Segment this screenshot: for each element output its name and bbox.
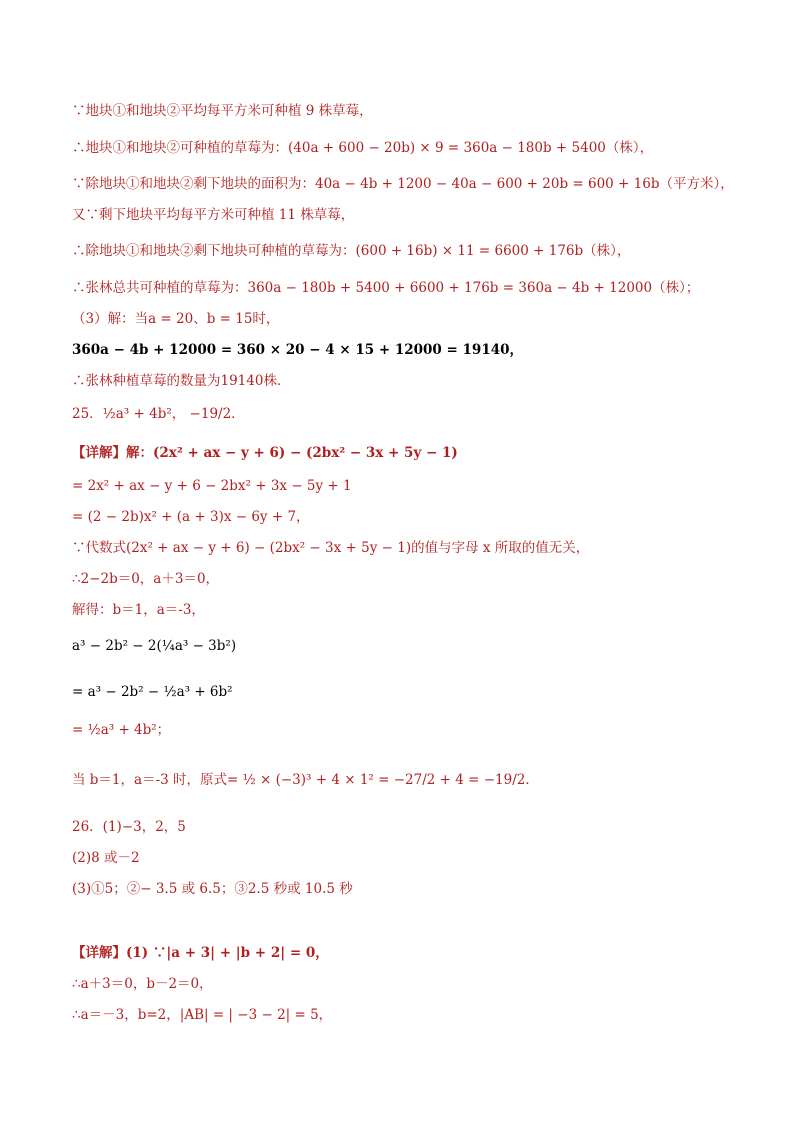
text-line: 当 b＝1，a＝-3 时，原式= ½ × (−3)³ + 4 × 1² = −27/2 + 4 = −19/2． [72,772,539,788]
text-line: ∴2−2b＝0，a＋3＝0， [72,571,220,587]
text-line: （3）解：当a = 20、b = 15时， [72,311,280,327]
text-line: ∵除地块①和地块②剩下地块的面积为：40a − 4b + 1200 − 40a − 600 + 20b = 600 + 16b（平方米）， [72,176,734,192]
answer-26-2: (2)8 或－2 [72,850,140,866]
text-line: ∴张林种植草莓的数量为19140株． [72,373,291,389]
text-line: ∴a＝－3，b=2，|AB| = | −3 − 2| = 5， [72,1007,333,1023]
text-line: 解得：b＝1，a＝-3， [72,602,205,618]
answer-26-1: 26．(1)−3，2，5 [72,819,186,835]
text-line: = 2x² + ax − y + 6 − 2bx² + 3x − 5y + 1 [72,478,352,494]
text-line: 360a − 4b + 12000 = 360 × 20 − 4 × 15 + 12000 = 19140， [72,342,523,358]
text-line: a³ − 2b² − 2(¼a³ − 3b²) [72,638,237,654]
text-line: ∵代数式(2x² + ax − y + 6) − (2bx² − 3x + 5y − 1)的值与字母 x 所取的值无关， [72,540,590,556]
text-line: ∴张林总共可种植的草莓为：360a − 180b + 5400 + 6600 + 176b = 360a − 4b + 12000（株）； [72,280,700,296]
text-line: ∴a＋3＝0，b－2＝0， [72,976,213,992]
text-line: = (2 − 2b)x² + (a + 3)x − 6y + 7， [72,509,310,525]
text-line: ∴除地块①和地块②剩下地块可种植的草莓为：(600 + 16b) × 11 = 6600 + 176b（株）， [72,243,631,259]
text-line: = ½a³ + 4b²； [72,722,171,738]
text-line: 又∵剩下地块平均每平方米可种植 11 株草莓， [72,207,355,223]
detail-heading-26: 【详解】(1) ∵|a + 3| + |b + 2| = 0， [72,945,329,961]
answer-25: 25．½a³ + 4b²， −19/2． [72,406,245,422]
text-line: = a³ − 2b² − ½a³ + 6b² [72,684,233,700]
text-line: ∴地块①和地块②可种植的草莓为：(40a + 600 − 20b) × 9 = 360a − 180b + 5400（株）， [72,140,654,156]
detail-heading-25: 【详解】解：(2x² + ax − y + 6) − (2bx² − 3x + 5y − 1) [72,445,458,461]
text-line: ∵地块①和地块②平均每平方米可种植 9 株草莓， [72,103,373,119]
answer-26-3: (3)①5；②− 3.5 或 6.5；③2.5 秒或 10.5 秒 [72,881,353,897]
